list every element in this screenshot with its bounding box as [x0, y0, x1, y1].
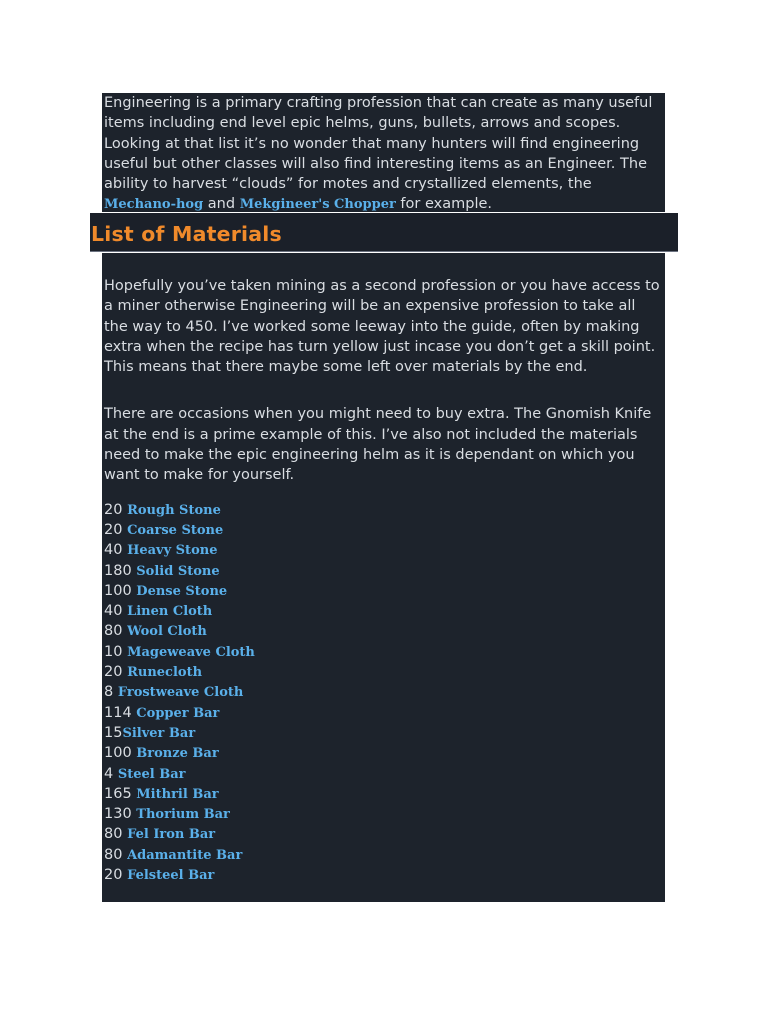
- intro-text: Engineering is a primary crafting profession that can create as many useful items including end level epic helms, guns, bullets, arrows and scopes. Looking at that list it’s no wonder that many hunters will find engineering useful but other classes will also find interesting items as an Engineer. The ability to harvest “clouds” for motes and crystallized elements, the: [104, 95, 653, 193]
- material-link[interactable]: Dense Stone: [136, 583, 228, 599]
- material-item: [104, 662, 663, 682]
- material-link[interactable]: Steel Bar: [117, 766, 186, 782]
- material-link[interactable]: Wool Cloth: [127, 624, 207, 640]
- section-heading: List of Materials: [91, 222, 282, 246]
- material-link[interactable]: Bronze Bar: [136, 746, 219, 762]
- material-quantity: 20: [104, 867, 128, 884]
- material-item: [104, 621, 663, 641]
- material-item: [104, 764, 663, 784]
- material-item: [104, 845, 663, 865]
- material-link[interactable]: Mithril Bar: [136, 786, 219, 802]
- material-link[interactable]: Copper Bar: [136, 705, 220, 721]
- material-item: [104, 865, 663, 885]
- material-quantity: 165: [104, 785, 137, 802]
- material-link[interactable]: Rough Stone: [127, 502, 221, 518]
- material-quantity: 10: [104, 643, 128, 660]
- materials-list: [104, 500, 663, 886]
- material-quantity: 15: [104, 724, 123, 741]
- material-item: [104, 642, 663, 662]
- material-item: [104, 784, 663, 804]
- material-link[interactable]: Fel Iron Bar: [127, 827, 216, 843]
- section-heading-bar: [90, 213, 678, 252]
- materials-section: [102, 253, 665, 902]
- material-link[interactable]: Felsteel Bar: [127, 868, 215, 884]
- material-quantity: 4: [104, 765, 118, 782]
- material-link[interactable]: Mageweave Cloth: [127, 644, 255, 660]
- intro-text-end: for example.: [395, 196, 493, 213]
- material-link[interactable]: Silver Bar: [122, 725, 196, 741]
- material-quantity: 20: [104, 521, 128, 538]
- material-quantity: 80: [104, 826, 128, 843]
- material-quantity: 80: [104, 623, 128, 640]
- material-quantity: 20: [104, 664, 128, 681]
- material-item: [104, 601, 663, 621]
- material-quantity: 180: [104, 562, 137, 579]
- material-item: [104, 723, 663, 743]
- paragraph-mining: Hopefully you’ve taken mining as a second profession or you have access to a miner otherwise Engineering will be an expensive profession to take all the way to 450. I’ve worked some leeway into the guide, often by making extra when the recipe has turn yellow just incase you don’t get a skill point. This means that there maybe some left over materials by the end.: [104, 278, 660, 376]
- material-link[interactable]: Coarse Stone: [127, 522, 224, 538]
- material-quantity: 100: [104, 745, 137, 762]
- material-quantity: 20: [104, 501, 128, 518]
- material-link[interactable]: Frostweave Cloth: [117, 685, 244, 701]
- material-item: [104, 540, 663, 560]
- material-item: [104, 520, 663, 540]
- material-item: [104, 703, 663, 723]
- mekgineers-chopper-link[interactable]: Mekgineer's Chopper: [239, 197, 396, 213]
- material-link[interactable]: Solid Stone: [136, 563, 220, 579]
- intro-paragraph: [104, 93, 663, 216]
- mechano-hog-link[interactable]: Mechano-hog: [104, 197, 204, 213]
- material-quantity: 8: [104, 684, 118, 701]
- intro-block: [102, 93, 665, 212]
- material-link[interactable]: Linen Cloth: [127, 604, 213, 620]
- material-link[interactable]: Adamantite Bar: [127, 847, 243, 863]
- material-link[interactable]: Runecloth: [127, 665, 203, 681]
- intro-text-mid: and: [203, 196, 240, 213]
- material-link[interactable]: Thorium Bar: [136, 807, 230, 823]
- material-item: [104, 743, 663, 763]
- material-quantity: 40: [104, 603, 128, 620]
- material-item: [104, 682, 663, 702]
- material-item: [104, 824, 663, 844]
- material-quantity: 100: [104, 582, 137, 599]
- material-quantity: 80: [104, 846, 128, 863]
- material-quantity: 40: [104, 542, 128, 559]
- material-link[interactable]: Heavy Stone: [127, 543, 218, 559]
- material-quantity: 114: [104, 704, 137, 721]
- material-item: [104, 500, 663, 520]
- material-item: [104, 561, 663, 581]
- paragraph-extra: There are occasions when you might need to buy extra. The Gnomish Knife at the end is a prime example of this. I’ve also not included the materials need to make the epic engineering helm as it is dependant on which you want to make for yourself.: [104, 406, 652, 484]
- material-quantity: 130: [104, 806, 137, 823]
- material-item: [104, 581, 663, 601]
- material-item: [104, 804, 663, 824]
